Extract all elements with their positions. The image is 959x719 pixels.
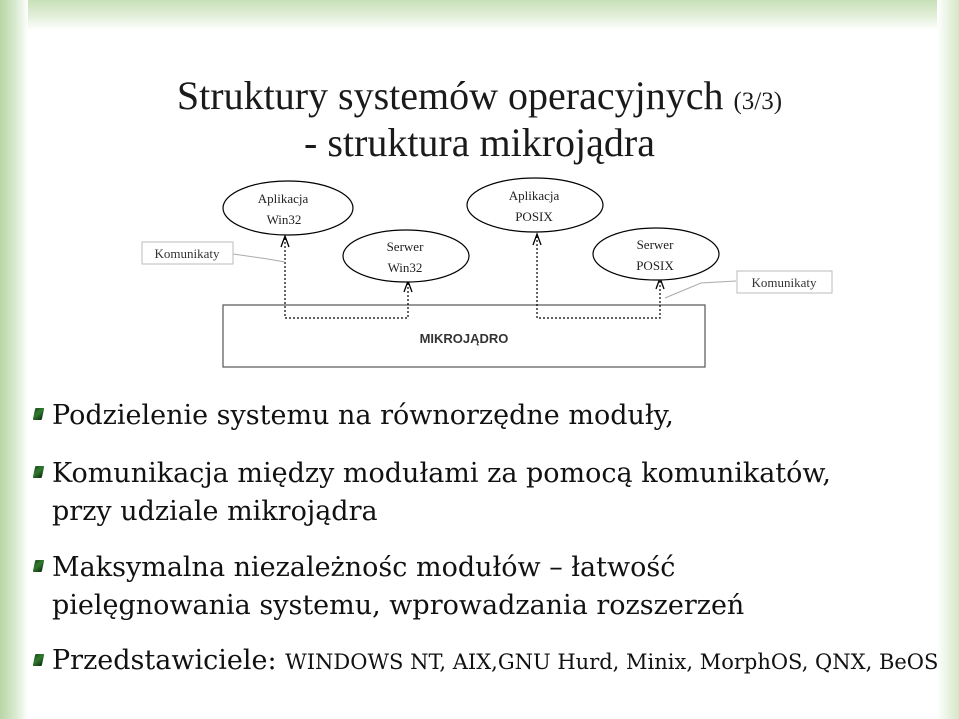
kernel-label: MIKROJĄDRO (419, 331, 509, 346)
bullet-2-text-line2: przy udziale mikrojądra (52, 496, 378, 527)
app-win32-line1: Aplikacja (257, 191, 309, 206)
app-posix-line1: Aplikacja (508, 188, 560, 203)
bullet-icon (33, 466, 45, 478)
slide-title-line2: - struktura mikrojądra (304, 120, 655, 165)
bullet-4-rest: WINDOWS NT, AIX,GNU Hurd, Minix, MorphOS, QNX, BeOS (285, 650, 939, 674)
msg-right-pointer (665, 281, 736, 298)
msg-left-label: Komunikaty (154, 246, 220, 261)
server-win32-line1: Serwer (386, 239, 424, 254)
bullet-4-lead: Przedstawiciele: (52, 645, 277, 676)
msg-right-label: Komunikaty (751, 275, 817, 290)
msg-left-pointer (233, 254, 285, 262)
bullet-2-text-line1: Komunikacja między modułami za pomocą komunikatów, (52, 458, 831, 489)
bullet-icon (33, 408, 45, 420)
bullet-icon (33, 654, 45, 666)
bullet-3-text-line2: pielęgnowania systemu, wprowadzania rozszerzeń (52, 590, 745, 621)
slide-title-suffix: (3/3) (733, 88, 783, 115)
app-posix-line2: POSIX (515, 209, 553, 224)
server-win32-line2: Win32 (387, 260, 423, 275)
slide-title-main: Struktury systemów operacyjnych (176, 73, 724, 118)
server-posix-line1: Serwer (636, 237, 674, 252)
bullet-1-text: Podzielenie systemu na równorzędne moduły, (52, 400, 674, 431)
app-win32-line2: Win32 (266, 212, 302, 227)
server-posix-line2: POSIX (636, 258, 674, 273)
bullet-3-text-line1: Maksymalna niezależnośc modułów – łatwość (52, 552, 676, 583)
bullet-4-text (52, 645, 938, 678)
bullet-icon (33, 560, 45, 572)
